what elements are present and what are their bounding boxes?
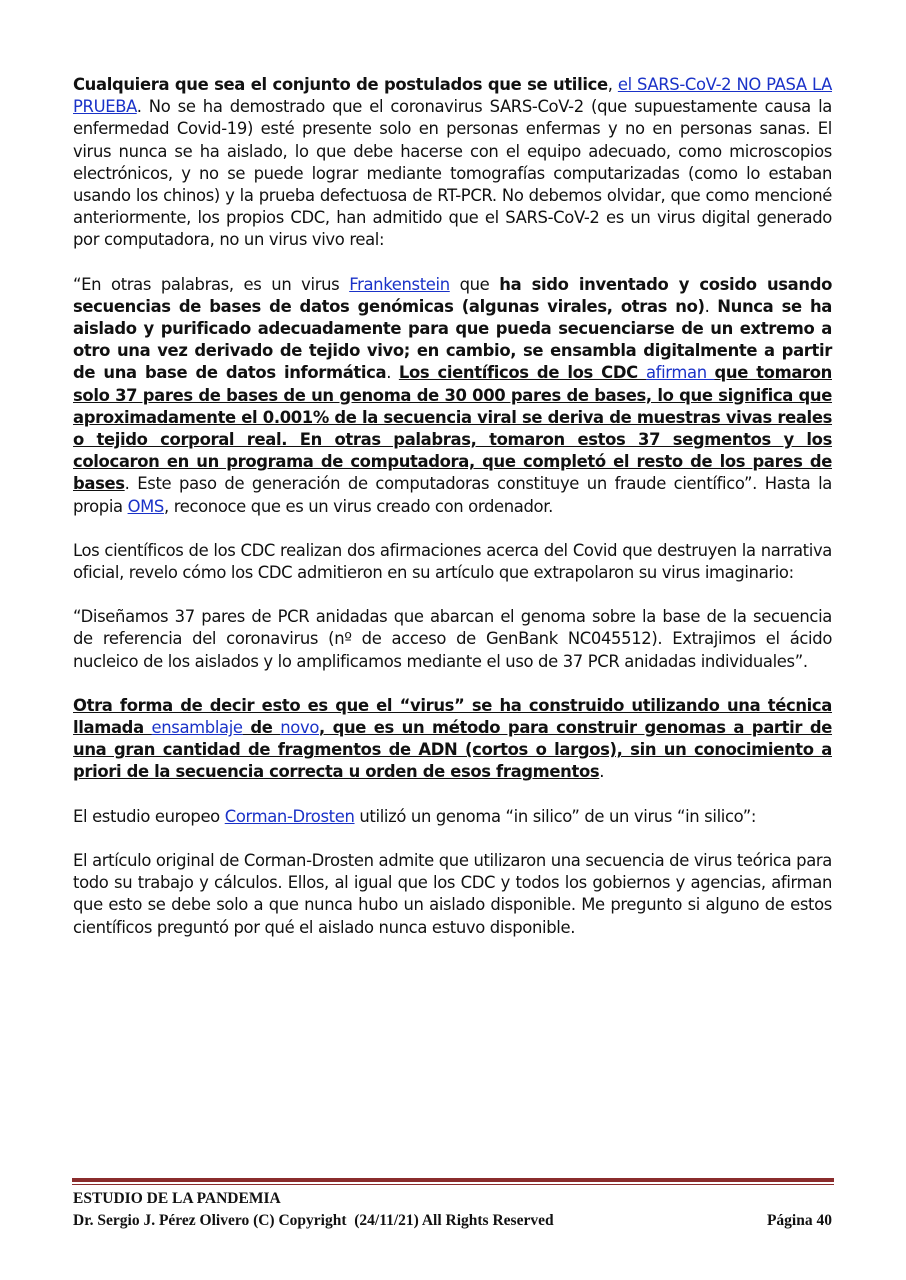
paragraph-4-quote: “Diseñamos 37 pares de PCR anidadas que abarcan el genoma sobre la base de la secuencia de referencia del coronavirus (nº de acceso de GenBank NC045512). Extrajimos el ácido nucleico de los aislados y lo amplificamos mediante el uso de 37 PCR anidadas individuales”.: [73, 607, 832, 671]
bold-text: ha sido inventado y cosido usando secuencias de bases de datos genómicas (algunas virales, otras no): [73, 274, 832, 316]
text: ,: [607, 75, 618, 94]
link-ensamblaje[interactable]: ensamblaje: [151, 718, 243, 738]
paragraph-5: [73, 695, 832, 784]
bold-text: Cualquiera que sea el conjunto de postulados que se utilice: [73, 75, 608, 94]
text: .: [599, 762, 605, 782]
link-corman-drosten[interactable]: Corman-Drosten: [224, 806, 355, 826]
text: .: [704, 296, 718, 316]
link-frankenstein[interactable]: Frankenstein: [349, 274, 450, 294]
bold-underlined-text: de: [242, 718, 281, 738]
link-afirman[interactable]: afirman: [645, 363, 715, 383]
page-footer: [73, 1188, 832, 1232]
bold-underlined-text: que tomaron solo 37 pares de bases de un genoma de 30 000 pares de bases, lo que significa que aproximadamente el 0.001% de la secuencia viral se deriva de muestras vivas reales o tejido corporal real. En otras palabras, tomaron estos 37 segmentos y los colocaron en un programa de computadora, que completó el resto de los pares de bases: [73, 363, 832, 494]
bold-underlined-text: Los científicos de los CDC: [398, 363, 646, 383]
text: , reconoce que es un virus creado con ordenador.: [163, 496, 553, 516]
bold-underlined-text: , que es un método para construir genomas a partir de una gran cantidad de fragmentos de ADN (cortos o largos), sin un conocimiento a priori de la secuencia correcta u orden de esos fragmentos: [73, 718, 832, 782]
text: . Este paso de generación de computadoras constituye un fraude científico”. Hasta la propia: [73, 474, 832, 516]
text: que: [449, 274, 500, 294]
footer-copyright: Dr. Sergio J. Pérez Olivero (C) Copyright (24/11/21) All Rights Reserved: [73, 1212, 554, 1229]
page-number: Página 40: [766, 1212, 832, 1229]
footer-rule-thin: [72, 1184, 834, 1185]
text: utilizó un genoma “in silico” de un virus “in silico”:: [354, 806, 757, 826]
paragraph-7: El artículo original de Corman-Drosten admite que utilizaron una secuencia de virus teórica para todo su trabajo y cálculos. Ellos, al igual que los CDC y todos los gobiernos y agencias, afirman que esto se debe solo a que nunca hubo un aislado disponible. Me pregunto si alguno de estos científicos preguntó por qué el aislado nunca estuvo disponible.: [73, 850, 832, 937]
bold-text: Nunca se ha aislado y purificado adecuadamente para que pueda secuenciarse de un extremo a otro una vez derivado de tejido vivo; en cambio, se ensambla digitalmente a partir de una base de datos informática: [73, 296, 832, 383]
footer-title: ESTUDIO DE LA PANDEMIA: [73, 1190, 281, 1207]
text: “En otras palabras, es un virus: [73, 274, 350, 294]
bold-underlined-text: Otra forma de decir esto es que el “virus” se ha construido utilizando una técnica llamada: [73, 695, 832, 738]
paragraph-2-quote: [73, 274, 832, 518]
text: .: [386, 363, 399, 383]
document-page: [73, 74, 832, 961]
footer-divider: [72, 1178, 834, 1185]
paragraph-3: Los científicos de los CDC realizan dos afirmaciones acerca del Covid que destruyen la narrativa oficial, revelo cómo los CDC admitieron en su artículo que extrapolaron su virus imaginario:: [73, 540, 832, 583]
paragraph-6: [73, 806, 832, 828]
text: El estudio europeo: [73, 806, 225, 826]
text: . No se ha demostrado que el coronavirus SARS-CoV-2 (que supuestamente causa la enfermedad Covid-19) esté presente solo en personas enfermas y no en personas sanas. El virus nunca se ha aislado, lo que debe hacerse con el equipo adecuado, como microscopios electrónicos, y no se puede lograr mediante tomografías computarizadas (como lo estaban usando los chinos) y la prueba defectuosa de RT-PCR. No debemos olvidar, que como mencioné anteriormente, los propios CDC, han admitido que el SARS-CoV-2 es un virus digital generado por computadora, no un virus vivo real:: [73, 97, 832, 250]
paragraph-1: [73, 74, 832, 252]
link-novo[interactable]: novo: [280, 718, 320, 738]
link-sars-no-pasa-la-prueba[interactable]: el SARS-CoV-2 NO PASA LA PRUEBA: [73, 75, 832, 117]
link-oms[interactable]: OMS: [127, 496, 164, 516]
footer-rule-thick: [72, 1178, 834, 1182]
